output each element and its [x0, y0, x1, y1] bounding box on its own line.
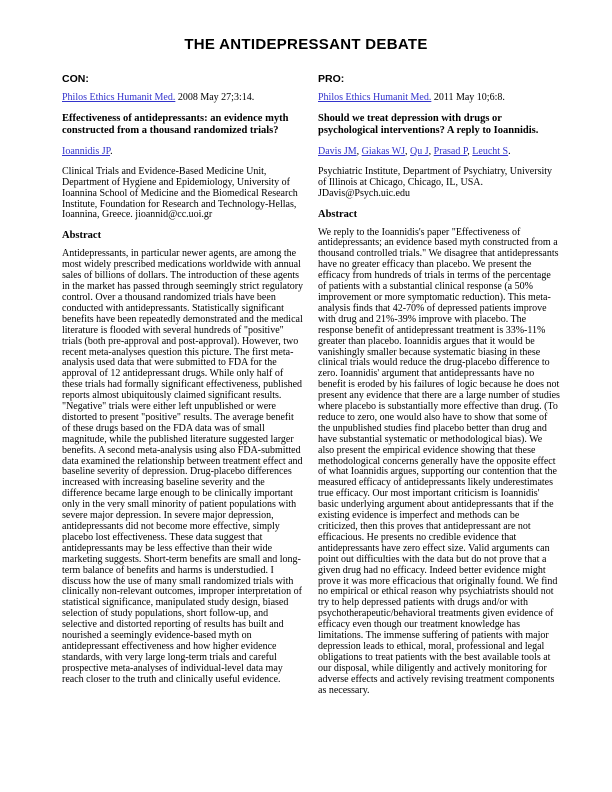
- author-link-prasad[interactable]: Prasad P: [433, 145, 468, 157]
- con-abstract-text: Antidepressants, in particular newer agents, are among the most widely prescribed medications worldwide with annual sales of billions of dollars. The introduction of these agents in the market has passed through seemingly strict regulatory control. Over a thousand randomized trials have been conducted with antidepressants. Statistically significant benefits have been repeatedly demonstrated and the medical literature is flooded with several hundreds of "positive" trials (both pre-approval and post-approval). However, two recent meta-analyses question this picture. The first meta-analysis used data that were submitted to FDA for the approval of 12 antidepressant drugs. While only half of these trials had formally significant effectiveness, published reports almost ubiquitously claimed significant results. "Negative" trials were either left unpublished or were distorted to present "positive" results. The average benefit of these drugs based on the FDA data was of small magnitude, while the published literature suggested larger benefits. A second meta-analysis using also FDA-submitted data examined the relationship between treatment effect and baseline severity of depression. Drug-placebo differences increased with increasing baseline severity and the difference became large enough to be clinically important only in the very small minority of patient populations with severe major depression. In severe major depression, antidepressants did not become more effective, simply placebo lost effectiveness. These data suggest that antidepressants may be less effective than their wide marketing suggests. Short-term benefits are small and long-term balance of benefits and harms is understudied. I discuss how the use of many small randomized trials with clinically non-relevant outcomes, improper interpretation of statistical significance, manipulated study design, biased selection of study populations, short follow-up, and selective and distorted reporting of results has built and nourished a seemingly evidence-based myth on antidepressant effectiveness and how higher evidence standards, with very large long-term trials and careful prospective meta-analyses of individual-level data may reach closer to the truth and clinically useful evidence.: [62, 248, 304, 685]
- con-article-title: Effectiveness of antidepressants: an evidence myth constructed from a thousand randomized trials?: [62, 112, 289, 137]
- pro-authors: [318, 147, 560, 158]
- pro-citation: [318, 93, 560, 104]
- pro-abstract-heading: Abstract: [318, 208, 358, 220]
- con-authors: [62, 147, 304, 158]
- con-abstract-heading: Abstract: [62, 230, 102, 242]
- con-label: CON:: [62, 73, 89, 85]
- pro-column: [318, 74, 560, 697]
- con-citation-date: 2008 May 27;3:14.: [175, 92, 255, 103]
- con-column: [62, 74, 304, 697]
- pro-abstract-text: We reply to the Ioannidis's paper "Effectiveness of antidepressants; an evidence based myth constructed from a thousand controlled trials." We disagree that antidepressants have no greater efficacy than placebo. We present the efficacy from hundreds of trials in terms of the percentage of patients with a substantial clinical response (a 50% improvement or more symptomatic reduction). This meta-analysis finds that 42-70% of depressed patients improve with drug and 21%-39% improve with placebo. The response benefit of antidepressant treatment is 33%-11% greater than placebo. Ioannidis argues that it would be vanishingly smaller because systematic biasing in these clinical trials would reduce the drug-placebo difference to zero. Ioannidis' argument that antidepressants have no benefit is eroded by his failures of logic because he does not present any evidence that there are a large number of studies where placebo is substantially more effective than drug. (To reduce to zero, one would also have to show that some of the unpublished studies find placebo better than drug and have substantial systematic or methodological bias). We also present the empirical evidence showing that these methodological concerns generally have the opposite effect of what Ioannidis argues, supporting our contention that the measured efficacy of antidepressants likely underestimates true efficacy. Our most important criticism is Ioannidis' basic underlying argument about antidepressants that if the existing evidence is imperfect and methods can be criticized, then this proves that antidepressant are not efficacious. He presents no credible evidence that antidepressants have zero effect size. Valid arguments can point out difficulties with the data but do not prove that a given drug had no efficacy. Indeed better evidence might prove it was more efficacious that originally found. We find no empirical or ethical reason why psychiatrists should not try to help depressed patients with drugs and/or with psychotherapeutic/behavioral treatments given evidence of efficacy even though our treatment knowledge has limitations. The immense suffering of patients with major depression leads to ethical, moral, professional and legal obligations to treat patients with the best available tools at our disposal, while diligently and actively monitoring for adverse effects and actively revising treatment components as necessary.: [318, 226, 560, 696]
- author-separator: ,: [405, 145, 411, 157]
- pro-affiliation: Psychiatric Institute, Department of Psychiatry, University of Illinois at Chicago, Chicago, IL, USA. JDavis@Psych.uic.edu: [318, 165, 553, 199]
- pro-journal-link[interactable]: Philos Ethics Humanit Med.: [318, 92, 432, 103]
- author-separator: .: [110, 145, 113, 157]
- pro-article-title: Should we treat depression with drugs or psychological interventions? A reply to Ioannidis.: [318, 112, 539, 137]
- author-separator: ,: [356, 145, 362, 157]
- pro-citation-date: 2011 May 10;6:8.: [431, 92, 505, 103]
- author-link-leucht[interactable]: Leucht S: [472, 145, 509, 157]
- con-citation: [62, 93, 304, 104]
- author-separator: ,: [428, 145, 434, 157]
- author-link-giakas[interactable]: Giakas WJ: [361, 145, 406, 157]
- con-affiliation: Clinical Trials and Evidence-Based Medicine Unit, Department of Hygiene and Epidemiology, University of Ioannina School of Medicine and the Biomedical Research Institute, Foundation for Research and Technology-Hellas, Ioannina, Greece. jioannid@cc.uoi.gr: [62, 165, 298, 221]
- author-separator: .: [508, 145, 511, 157]
- author-separator: ,: [467, 145, 473, 157]
- author-link-davis[interactable]: Davis JM: [318, 145, 357, 157]
- author-link-qu[interactable]: Qu J: [410, 145, 429, 157]
- author-link-ioannidis[interactable]: Ioannidis JP: [62, 145, 111, 157]
- pro-label: PRO:: [318, 73, 345, 85]
- two-column-layout: [0, 53, 612, 697]
- page-title: THE ANTIDEPRESSANT DEBATE: [184, 36, 428, 53]
- con-journal-link[interactable]: Philos Ethics Humanit Med.: [62, 92, 176, 103]
